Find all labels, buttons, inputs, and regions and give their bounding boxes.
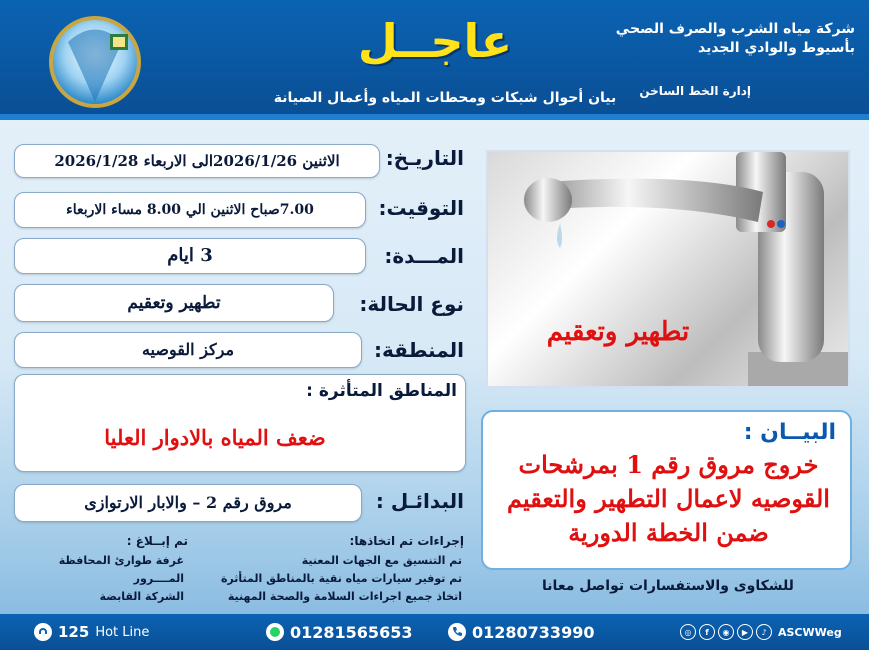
phone-number: 01280733990 <box>472 622 595 642</box>
statement-box <box>481 410 852 570</box>
social-links <box>680 622 860 642</box>
region-label: المنطقة: <box>374 338 464 362</box>
statement-title: البيــان : <box>743 420 836 445</box>
phone-contact[interactable] <box>448 622 608 642</box>
duration-value: 3 ايام <box>167 245 213 266</box>
contact-line: للشكاوى والاستفسارات تواصل معانا <box>542 578 794 594</box>
time-label: التوقيت: <box>378 196 464 220</box>
whatsapp-icon <box>266 623 284 641</box>
company-name <box>615 20 855 58</box>
hotline[interactable] <box>34 622 184 642</box>
youtube-icon[interactable]: ▶ <box>737 624 753 640</box>
actions-item: اتخاذ جميع اجراءات السلامة والصحة المهنية <box>227 590 462 603</box>
social-handle: ASCWWeg <box>778 625 842 639</box>
company-name-line2: بأسيوط والوادي الجديد <box>698 40 855 56</box>
globe-icon[interactable]: ◎ <box>680 624 696 640</box>
duration-label: المـــدة: <box>384 244 464 268</box>
urgent-title: عاجــل <box>357 14 513 68</box>
time-value: 7.00صباح الاثنين الي 8.00 مساء الاربعاء <box>66 202 314 218</box>
notified-title: تم إبــلاغ : <box>126 534 188 548</box>
duration-field <box>14 238 366 274</box>
whatsapp-contact[interactable] <box>266 622 436 642</box>
header-subtitle: بيان أحوال شبكات ومحطات المياه وأعمال الصيانة <box>273 90 617 106</box>
time-field <box>14 192 366 228</box>
facebook-icon[interactable]: f <box>699 624 715 640</box>
faucet-photo <box>486 150 850 388</box>
status-field <box>14 284 334 322</box>
status-label: نوع الحالة: <box>359 292 464 316</box>
actions-item: تم توفير سيارات مياه نقية بالمناطق المتأثرة <box>220 572 462 585</box>
date-field <box>14 144 380 178</box>
company-logo <box>38 12 152 112</box>
affected-areas-label: المناطق المتأثرة : <box>306 381 457 401</box>
statement-body: خروج مروق رقم 1 بمرشحات القوصيه لاعمال التطهير والتعقيم ضمن الخطة الدورية <box>507 450 830 547</box>
notified-item: غرفة طوارئ المحافظة <box>58 554 184 567</box>
phone-icon <box>448 623 466 641</box>
status-value: تطهير وتعقيم <box>127 293 221 313</box>
affected-areas-value: ضعف المياه بالادوار العليا <box>104 425 326 450</box>
region-field <box>14 332 362 368</box>
instagram-icon[interactable]: ◉ <box>718 624 734 640</box>
alternatives-value: مروق رقم 2 – والابار الارتوازى <box>84 493 292 512</box>
hotline-label: Hot Line <box>95 624 150 640</box>
header-banner <box>0 0 869 120</box>
hotline-icon <box>34 623 52 641</box>
department-name: إدارة الخط الساخن <box>639 84 751 98</box>
region-value: مركز القوصيه <box>141 340 235 359</box>
alternatives-label: البدائـل : <box>375 489 464 513</box>
hotline-number: 125 <box>58 623 90 641</box>
notified-item: الشركة القابضة <box>99 590 184 603</box>
actions-item: تم التنسيق مع الجهات المعنية <box>301 554 462 567</box>
alternatives-field <box>14 484 362 522</box>
affected-areas-box <box>14 374 466 472</box>
whatsapp-number: 01281565653 <box>290 622 413 642</box>
photo-caption: تطهير وتعقيم <box>546 317 690 347</box>
company-name-line1: شركة مياه الشرب والصرف الصحي <box>615 21 855 37</box>
tiktok-icon[interactable]: ♪ <box>756 624 772 640</box>
faucet-icon <box>488 152 850 388</box>
actions-title: إجراءات تم اتخاذها: <box>349 534 464 548</box>
date-value: الاثنين 2026/1/26الى الاربعاء 2026/1/28 <box>54 152 340 170</box>
footer-bar <box>0 614 869 650</box>
notified-item: المــــرور <box>133 572 184 585</box>
date-label: التاريـخ: <box>385 146 464 170</box>
